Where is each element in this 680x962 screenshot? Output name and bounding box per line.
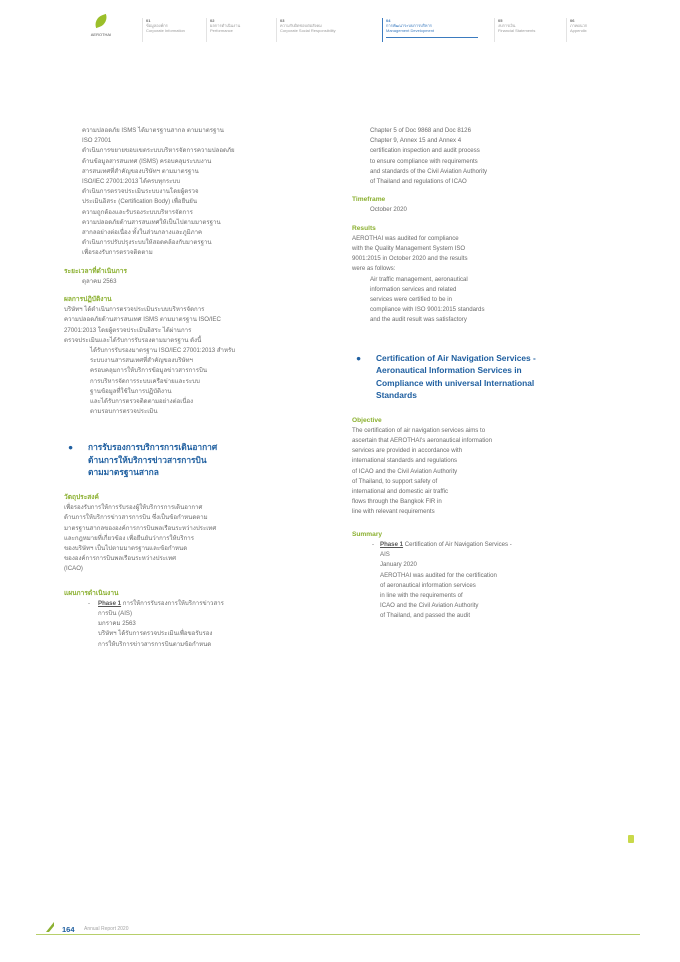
text-line: ระบบงานสารสนเทศที่สำคัญของบริษัทฯ — [90, 357, 193, 365]
text-line: compliance with ISO 9001:2015 standards — [370, 306, 485, 314]
text-line: และได้รับการตรวจติดตามอย่างต่อเนื่อง — [90, 398, 194, 406]
title-line: ด้านการให้บริการข่าวสารการบิน — [88, 454, 207, 465]
text-line: ความปลอดภัยด้านสารสนเทศ ISMS ตามมาตรฐาน ISO/IEC — [64, 316, 221, 324]
phase-1 — [352, 540, 620, 622]
nav-number: 06 — [570, 18, 575, 23]
text-line: flows through the Bangkok FIR in — [352, 498, 442, 506]
bullet-icon: ● — [356, 352, 362, 363]
right-column — [352, 126, 620, 622]
text-line: บริษัทฯ ได้รับการตรวจประเมินเพื่อขอรับรอง — [98, 630, 213, 638]
text-line: with the Quality Management System ISO — [352, 245, 466, 253]
text-line: to ensure compliance with requirements — [370, 157, 478, 165]
text-line: ด้านข้อมูลสารสนเทศ (ISMS) ครอบคลุมระบบงาน — [82, 157, 212, 165]
text-line: of aeronautical information services — [380, 581, 476, 589]
nav-title: ภาคผนวก — [570, 23, 588, 28]
text-line: Chapter 9, Annex 15 and Annex 4 — [370, 137, 462, 145]
text-line: เพื่อรองรับการตรวจติดตาม — [82, 249, 153, 257]
text-line: and standards of the Civil Aviation Authority — [370, 167, 488, 175]
text-line: AIS — [380, 551, 390, 559]
text-line: ของบริษัทฯ เป็นไปตามมาตรฐานและข้อกำหนด — [64, 545, 188, 552]
nav-subtitle: Corporate Information — [146, 28, 185, 33]
text-line: ขององค์การการบินพลเรือนระหว่างประเทศ — [64, 555, 177, 563]
text-line: of Thailand, and passed the audit — [380, 612, 471, 620]
bullet-icon: ● — [68, 442, 74, 453]
title-line: การรับรองการบริการการเดินอากาศ — [88, 442, 218, 453]
period-heading: ระยะเวลาที่ดำเนินการ — [64, 267, 128, 275]
title-line: Compliance with universal International — [376, 377, 535, 388]
nav-number: 02 — [210, 18, 215, 23]
text-line: ascertain that AEROTHAI's aeronautical information — [352, 437, 493, 445]
text-line: เพื่อรองรับการให้การรับรองผู้ให้บริการการเดินอากาศ — [64, 504, 203, 512]
nav-item-05[interactable] — [494, 18, 550, 42]
text-line: of Thailand and regulations of ICAO — [370, 178, 467, 186]
nav-subtitle: Performance — [210, 28, 233, 33]
timeframe-value: October 2020 — [370, 206, 407, 214]
text-line: ครอบคลุมการให้บริการข้อมูลข่าวสารการบิน — [90, 367, 208, 375]
objective-heading: วัตถุประสงค์ — [64, 493, 99, 501]
nav-subtitle: Management Development — [386, 28, 435, 33]
objective-text — [64, 503, 336, 574]
text-line: ได้รับการรับรองมาตรฐาน ISO/IEC 27001:2013 สำหรับ — [90, 347, 236, 355]
aerothai-logo[interactable] — [88, 14, 114, 40]
summary-heading: Summary — [352, 530, 383, 538]
nav-subtitle: Corporate Social Responsibility — [280, 28, 336, 33]
objective-text — [352, 426, 620, 518]
phase-1 — [64, 599, 336, 650]
text-line: ISO 27001 — [82, 137, 112, 145]
footer-divider — [36, 934, 640, 935]
text-line: การให้การรับรองการให้บริการข่าวสาร — [122, 599, 224, 607]
text-line: การบริหารจัดการระบบเครือข่ายและระบบ — [90, 377, 200, 385]
nav-item-04[interactable] — [382, 18, 478, 42]
text-line: of ICAO and the Civil Aviation Authority — [352, 467, 458, 475]
text-line: in line with the requirements of — [380, 591, 463, 599]
section-title — [64, 441, 336, 479]
title-line: Aeronautical Information Services in — [376, 365, 522, 376]
text-line: The certification of air navigation services aims to — [352, 426, 486, 434]
objective-heading: Objective — [352, 416, 382, 424]
nav-title: การพัฒนาระบบการบริหาร — [386, 23, 432, 28]
text-line: AEROTHAI was audited for the certification — [380, 571, 497, 579]
footer-text: Annual Report 2020 — [84, 926, 129, 932]
nav-item-02[interactable] — [206, 18, 264, 42]
page-number: 164 — [62, 925, 75, 934]
plan-heading: แผนการดำเนินงาน — [64, 589, 119, 597]
nav-number: 03 — [280, 18, 285, 23]
text-line: ด้านการให้บริการข่าวสารการบิน ซึ่งเป็นข้อกำหนดตาม — [64, 514, 208, 522]
text-line: were as follows: — [352, 265, 396, 273]
nav-item-01[interactable] — [142, 18, 194, 42]
ais-intro — [352, 126, 620, 187]
text-line: services were certified to be in — [370, 296, 452, 304]
isms-details — [64, 146, 336, 258]
nav-subtitle: Financial Statements — [498, 28, 536, 33]
nav-item-03[interactable] — [276, 18, 370, 42]
nav-title: ความรับผิดชอบต่อสังคม — [280, 23, 322, 28]
text-line: และกฎหมายที่เกี่ยวข้อง เพื่อยืนยันว่าการให้บริการ — [64, 534, 194, 542]
text-line: Air traffic management, aeronautical — [370, 275, 468, 283]
results-text — [352, 234, 620, 275]
side-marker — [628, 835, 634, 843]
text-line: สารสนเทศที่สำคัญของบริษัทฯ ตามมาตรฐาน — [82, 167, 199, 175]
text-line: สากลอย่างต่อเนื่อง ทั้งในส่วนกลางและภูมิภาค — [82, 229, 203, 237]
text-line: ความปลอดภัยด้านสารสนเทศให้เป็นไปตามมาตรฐาน — [82, 218, 221, 226]
left-column — [64, 126, 336, 650]
results-text — [64, 305, 336, 346]
timeframe-heading: Timeframe — [352, 196, 386, 204]
text-line: and the audit result was satisfactory — [370, 316, 467, 324]
leaf-logo-icon — [93, 14, 110, 28]
text-line: 27001:2013 โดยผู้ตรวจประเมินอิสระ ได้ผ่านการ — [64, 326, 192, 334]
text-line: ICAO and the Civil Aviation Authority — [380, 602, 479, 610]
text-line: international and domestic air traffic — [352, 488, 449, 496]
nav-item-06[interactable] — [566, 18, 618, 42]
nav-number: 01 — [146, 18, 151, 23]
phase-label: Phase 1 — [380, 540, 404, 548]
text-line: international standards and regulations — [352, 457, 458, 465]
text-line: line with relevant requirements — [352, 508, 435, 516]
text-line: services are provided in accordance with — [352, 447, 463, 455]
text-line: ดำเนินการปรับปรุงระบบให้สอดคล้องกับมาตรฐาน — [82, 239, 212, 247]
text-line: ดำเนินการตรวจประเมินระบบงานโดยผู้ตรวจ — [82, 188, 199, 196]
text-line: Certification of Air Navigation Services - — [404, 540, 512, 548]
nav-number: 05 — [498, 18, 503, 23]
dash-icon: - — [372, 540, 375, 548]
title-line: Certification of Air Navigation Services - — [376, 352, 536, 363]
results-sub-text — [352, 275, 620, 326]
text-line: 9001:2015 in October 2020 and the results — [352, 255, 468, 263]
text-line: ตามรอบการตรวจประเมิน — [90, 408, 158, 416]
text-line: AEROTHAI was audited for compliance — [352, 234, 459, 242]
text-line: January 2020 — [380, 561, 417, 569]
text-line: มาตรฐานสากลขององค์การการบินพลเรือนระหว่างประเทศ — [64, 524, 217, 532]
logo-text: AEROTHAI — [90, 32, 112, 37]
title-line: Standards — [376, 390, 417, 401]
text-line: ความปลอดภัย ISMS ได้มาตรฐานสากล ตามมาตรฐาน — [82, 127, 224, 134]
results-heading: Results — [352, 224, 376, 232]
text-line: (ICAO) — [64, 565, 83, 573]
text-line: ประเมินอิสระ (Certification Body) เพื่อยืนยัน — [82, 198, 198, 206]
nav-subtitle: Appendix — [570, 28, 587, 33]
results-heading: ผลการปฏิบัติงาน — [64, 296, 112, 304]
text-line: มกราคม 2563 — [98, 620, 136, 628]
footer-leaf-icon — [44, 920, 56, 934]
results-sub-text — [64, 346, 336, 417]
text-line: ความถูกต้องและรับรองระบบบริหารจัดการ — [82, 208, 193, 216]
text-line: การให้บริการข่าวสารการบินตามข้อกำหนด — [98, 640, 212, 648]
phase-label: Phase 1 — [98, 599, 122, 607]
text-line: บริษัทฯ ได้ดำเนินการตรวจประเมินระบบบริหารจัดการ — [64, 306, 205, 314]
section-title — [352, 352, 620, 402]
text-line: ดำเนินการขยายขอบเขตระบบบริหารจัดการความปลอดภัย — [82, 147, 235, 155]
period-value: ตุลาคม 2563 — [82, 277, 117, 285]
nav-title: ผลการดำเนินงาน — [210, 23, 241, 28]
text-line: ตรวจประเมินและได้รับการรับรองตามมาตรฐาน ดังนี้ — [64, 336, 202, 344]
top-navigation — [0, 0, 680, 50]
active-indicator — [386, 37, 478, 38]
text-line: information services and related — [370, 285, 457, 293]
title-line: ตามมาตรฐานสากล — [88, 467, 159, 478]
nav-number: 04 — [386, 18, 391, 23]
text-line: of Thailand, to support safety of — [352, 477, 438, 485]
text-line: ฐานข้อมูลที่ใช้ในการปฏิบัติงาน — [90, 387, 172, 395]
dash-icon: - — [88, 599, 91, 607]
text-line: certification inspection and audit process — [370, 147, 480, 155]
nav-title: ข้อมูลองค์กร — [146, 23, 168, 28]
text-line: ISO/IEC 27001:2013 ได้ครบทุกระบบ — [82, 178, 181, 186]
text-line: Chapter 5 of Doc 9868 and Doc 8126 — [370, 127, 471, 134]
nav-title: งบการเงิน — [498, 23, 516, 28]
text-line: การบิน (AIS) — [98, 610, 132, 618]
isms-intro — [64, 126, 336, 146]
